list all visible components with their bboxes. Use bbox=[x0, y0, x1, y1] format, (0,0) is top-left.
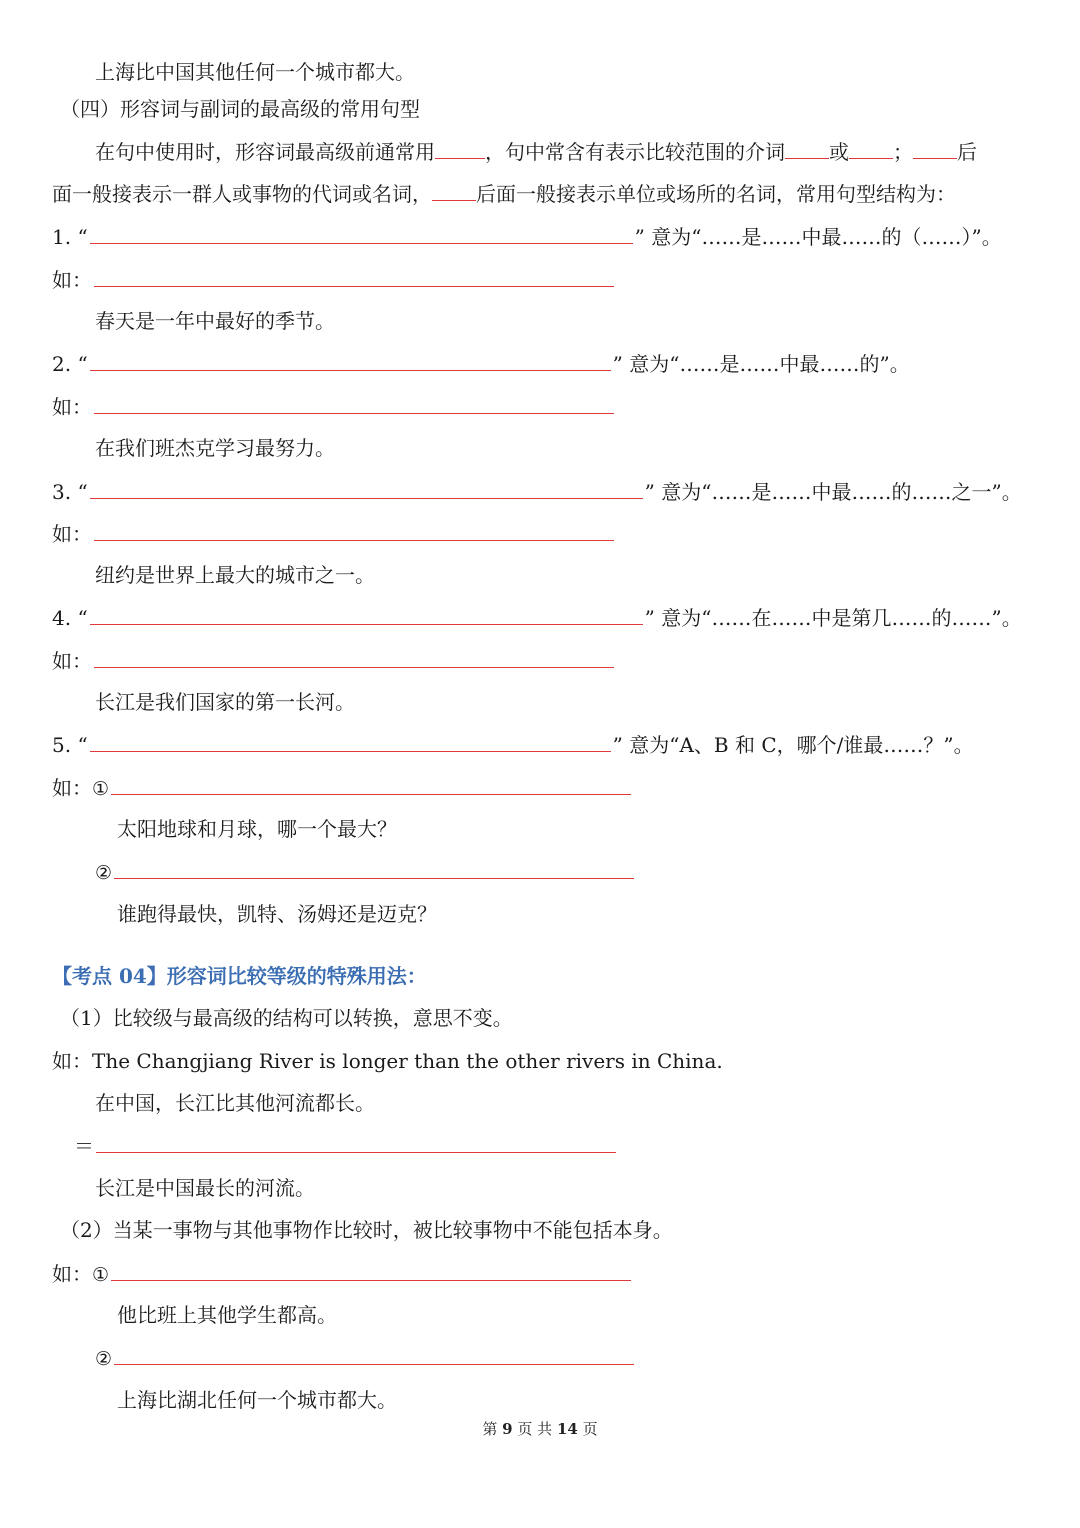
rule-1: （1）比较级与最高级的结构可以转换，意思不变。 bbox=[60, 1006, 513, 1030]
total-pages: 14 bbox=[556, 1420, 578, 1438]
pattern-meaning: ” 意为“A、B 和 C，哪个/谁最……？”。 bbox=[612, 733, 974, 757]
pattern-meaning: ” 意为“……是……中最……的”。 bbox=[612, 352, 910, 376]
fill-blank[interactable] bbox=[432, 178, 476, 201]
fill-blank[interactable] bbox=[94, 391, 614, 414]
example-line bbox=[95, 1342, 634, 1372]
pattern-line-2 bbox=[52, 348, 910, 378]
fill-blank[interactable] bbox=[94, 645, 614, 668]
page-footer bbox=[0, 1418, 1080, 1439]
fill-blank[interactable] bbox=[785, 136, 829, 159]
pattern-line-4 bbox=[52, 602, 1022, 632]
topic-heading: 【考点 04】形容词比较等级的特殊用法： bbox=[52, 964, 427, 988]
rule-2: （2）当某一事物与其他事物作比较时，被比较事物中不能包括本身。 bbox=[60, 1218, 673, 1242]
example-text: 春天是一年中最好的季节。 bbox=[95, 309, 335, 333]
example-label: 如： bbox=[52, 522, 92, 546]
text-fragment: 或 bbox=[829, 140, 849, 164]
pattern-number: 5. “ bbox=[52, 733, 88, 757]
example-text: 谁跑得最快，凯特、汤姆还是迈克？ bbox=[117, 902, 437, 926]
pattern-number: 2. “ bbox=[52, 352, 88, 376]
example-text: 他比班上其他学生都高。 bbox=[117, 1303, 337, 1327]
section-title: （四）形容词与副词的最高级的常用句型 bbox=[60, 97, 420, 121]
pattern-number: 4. “ bbox=[52, 606, 88, 630]
footer-prefix: 第 bbox=[482, 1420, 498, 1438]
fill-blank[interactable] bbox=[90, 348, 611, 371]
circled-number-1: ① bbox=[92, 1264, 110, 1286]
example-text: 纽约是世界上最大的城市之一。 bbox=[95, 563, 375, 587]
fill-blank[interactable] bbox=[94, 264, 614, 287]
circled-number-2: ② bbox=[95, 1348, 113, 1370]
fill-blank[interactable] bbox=[849, 136, 893, 159]
text-line: 上海比中国其他任何一个城市都大。 bbox=[95, 60, 415, 84]
fill-blank[interactable] bbox=[435, 136, 485, 159]
example-text: 长江是中国最长的河流。 bbox=[95, 1176, 315, 1200]
example-label: 如： bbox=[52, 268, 92, 292]
example-text: 在中国，长江比其他河流都长。 bbox=[95, 1091, 375, 1115]
example-line bbox=[52, 518, 614, 548]
english-example: 如：The Changjiang River is longer than the other rivers in China. bbox=[52, 1049, 723, 1073]
fill-blank[interactable] bbox=[111, 1258, 631, 1281]
text-fragment: 面一般接表示一群人或事物的代词或名词， bbox=[52, 182, 432, 206]
example-text: 在我们班杰克学习最努力。 bbox=[95, 436, 335, 460]
fill-blank[interactable] bbox=[114, 1342, 634, 1365]
pattern-meaning: ” 意为“……在……中是第几……的……”。 bbox=[644, 606, 1022, 630]
equals-line bbox=[74, 1130, 616, 1160]
pattern-line-3 bbox=[52, 476, 1022, 506]
circled-number-1: ① bbox=[92, 778, 110, 800]
example-text: 上海比湖北任何一个城市都大。 bbox=[117, 1388, 397, 1412]
fill-blank[interactable] bbox=[90, 729, 611, 752]
pattern-number: 3. “ bbox=[52, 480, 88, 504]
page-number: 9 bbox=[502, 1420, 513, 1438]
text-line bbox=[95, 136, 977, 166]
footer-suffix: 页 bbox=[582, 1420, 598, 1438]
fill-blank[interactable] bbox=[111, 772, 631, 795]
fill-blank[interactable] bbox=[96, 1130, 616, 1153]
example-line bbox=[52, 264, 614, 294]
fill-blank[interactable] bbox=[913, 136, 957, 159]
text-fragment: 后 bbox=[957, 140, 977, 164]
example-label: 如： bbox=[52, 1262, 92, 1286]
pattern-meaning: ” 意为“……是……中最……的（……）”。 bbox=[634, 225, 1002, 249]
circled-number-2: ② bbox=[95, 862, 113, 884]
example-text: 长江是我们国家的第一长河。 bbox=[95, 690, 355, 714]
text-fragment: 在句中使用时，形容词最高级前通常用 bbox=[95, 140, 435, 164]
example-label: 如： bbox=[52, 776, 92, 800]
example-label: 如： bbox=[52, 395, 92, 419]
text-fragment: 后面一般接表示单位或场所的名词，常用句型结构为： bbox=[476, 182, 956, 206]
pattern-line-1 bbox=[52, 221, 1002, 251]
fill-blank[interactable] bbox=[114, 856, 634, 879]
text-fragment: ； bbox=[893, 140, 913, 164]
pattern-meaning: ” 意为“……是……中最……的……之一”。 bbox=[644, 480, 1022, 504]
example-text: 太阳地球和月球，哪一个最大？ bbox=[117, 817, 397, 841]
example-line bbox=[52, 772, 631, 802]
example-line bbox=[52, 391, 614, 421]
footer-middle: 页 共 bbox=[517, 1420, 553, 1438]
fill-blank[interactable] bbox=[90, 476, 643, 499]
equals-sign: ＝ bbox=[74, 1134, 94, 1158]
pattern-number: 1. “ bbox=[52, 225, 88, 249]
pattern-line-5 bbox=[52, 729, 974, 759]
example-line bbox=[52, 1258, 631, 1288]
text-fragment: ，句中常含有表示比较范围的介词 bbox=[485, 140, 785, 164]
example-line bbox=[52, 645, 614, 675]
fill-blank[interactable] bbox=[90, 602, 643, 625]
fill-blank[interactable] bbox=[90, 221, 633, 244]
example-line bbox=[95, 856, 634, 886]
text-line bbox=[52, 178, 956, 208]
example-label: 如： bbox=[52, 649, 92, 673]
fill-blank[interactable] bbox=[94, 518, 614, 541]
